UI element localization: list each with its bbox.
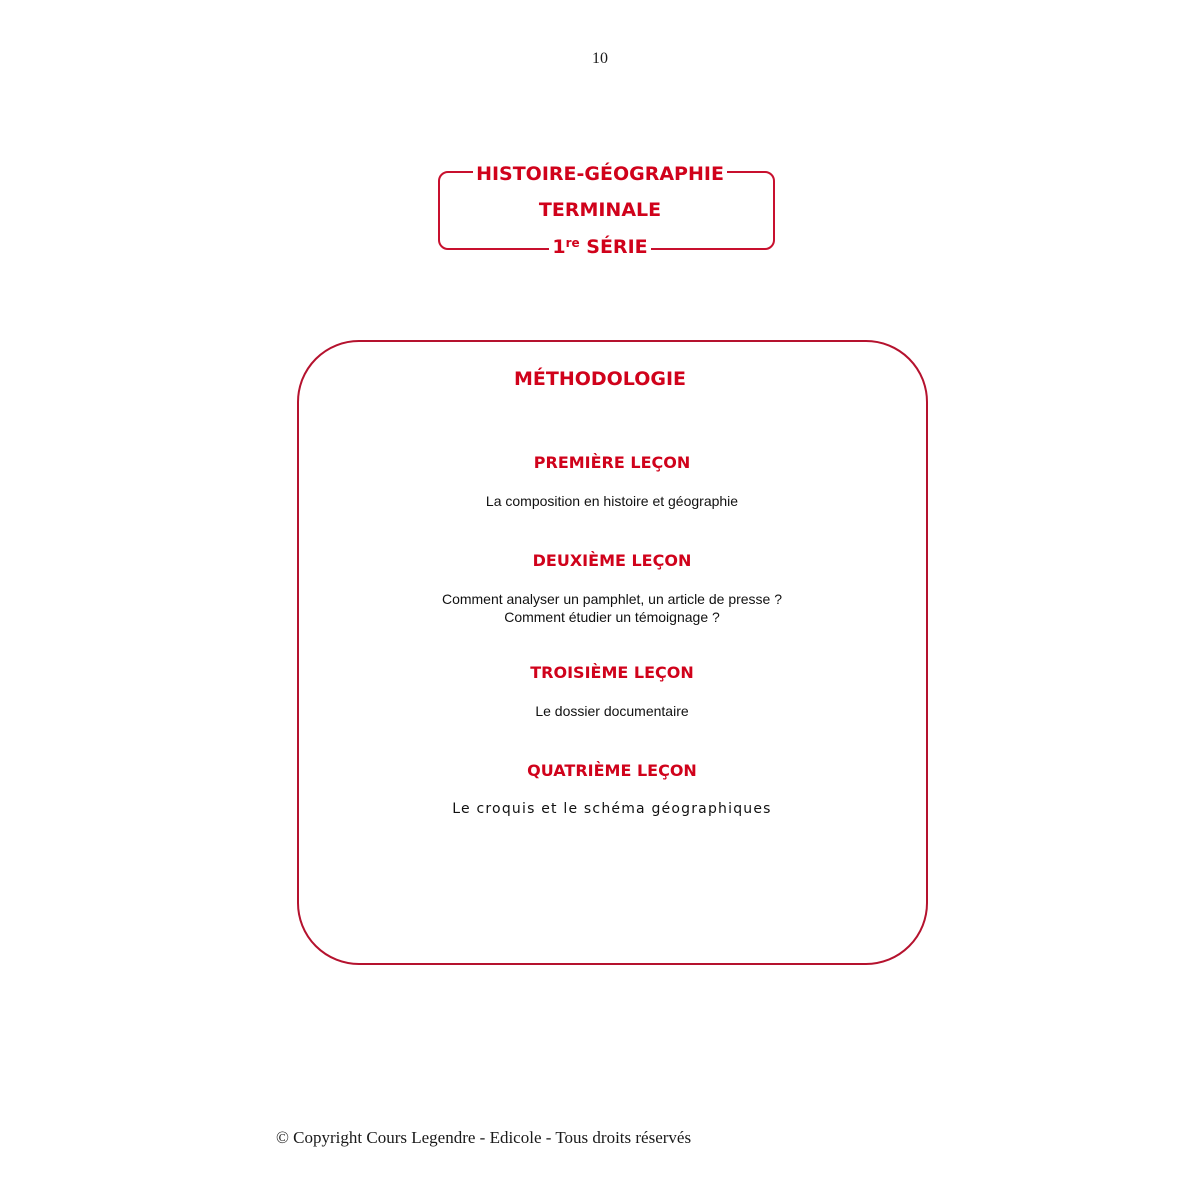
header-series-text — [549, 236, 650, 258]
copyright-notice: © Copyright Cours Legendre - Edicole - Tous droits réservés — [276, 1128, 692, 1147]
methodology-frame — [297, 340, 928, 965]
header-level — [0, 201, 1200, 220]
lesson-2-text-line-1: Comment analyser un pamphlet, un article de presse ? — [441, 591, 783, 607]
header-series-label: SÉRIE — [579, 236, 648, 258]
header-series-ordinal: re — [565, 236, 580, 250]
header-subject — [0, 165, 1200, 184]
lesson-4-text: Le croquis et le schéma géographiques — [452, 801, 772, 817]
lesson-2-text-line-2: Comment étudier un témoignage ? — [504, 609, 720, 625]
header-level-text: TERMINALE — [538, 199, 662, 221]
lesson-1-heading: PREMIÈRE LEÇON — [533, 453, 691, 472]
methodology-title: MÉTHODOLOGIE — [513, 368, 687, 390]
header-series-number: 1 — [552, 236, 566, 258]
lesson-3-text: Le dossier documentaire — [535, 703, 689, 719]
lesson-4-heading: QUATRIÈME LEÇON — [527, 761, 697, 780]
header-subject-text: HISTOIRE-GÉOGRAPHIE — [473, 163, 727, 185]
page-number: 10 — [592, 50, 608, 67]
lesson-3-heading: TROISIÈME LEÇON — [530, 663, 694, 682]
lesson-2-heading: DEUXIÈME LEÇON — [532, 551, 692, 570]
header-series — [0, 237, 1200, 257]
lesson-1-text: La composition en histoire et géographie — [485, 493, 739, 509]
